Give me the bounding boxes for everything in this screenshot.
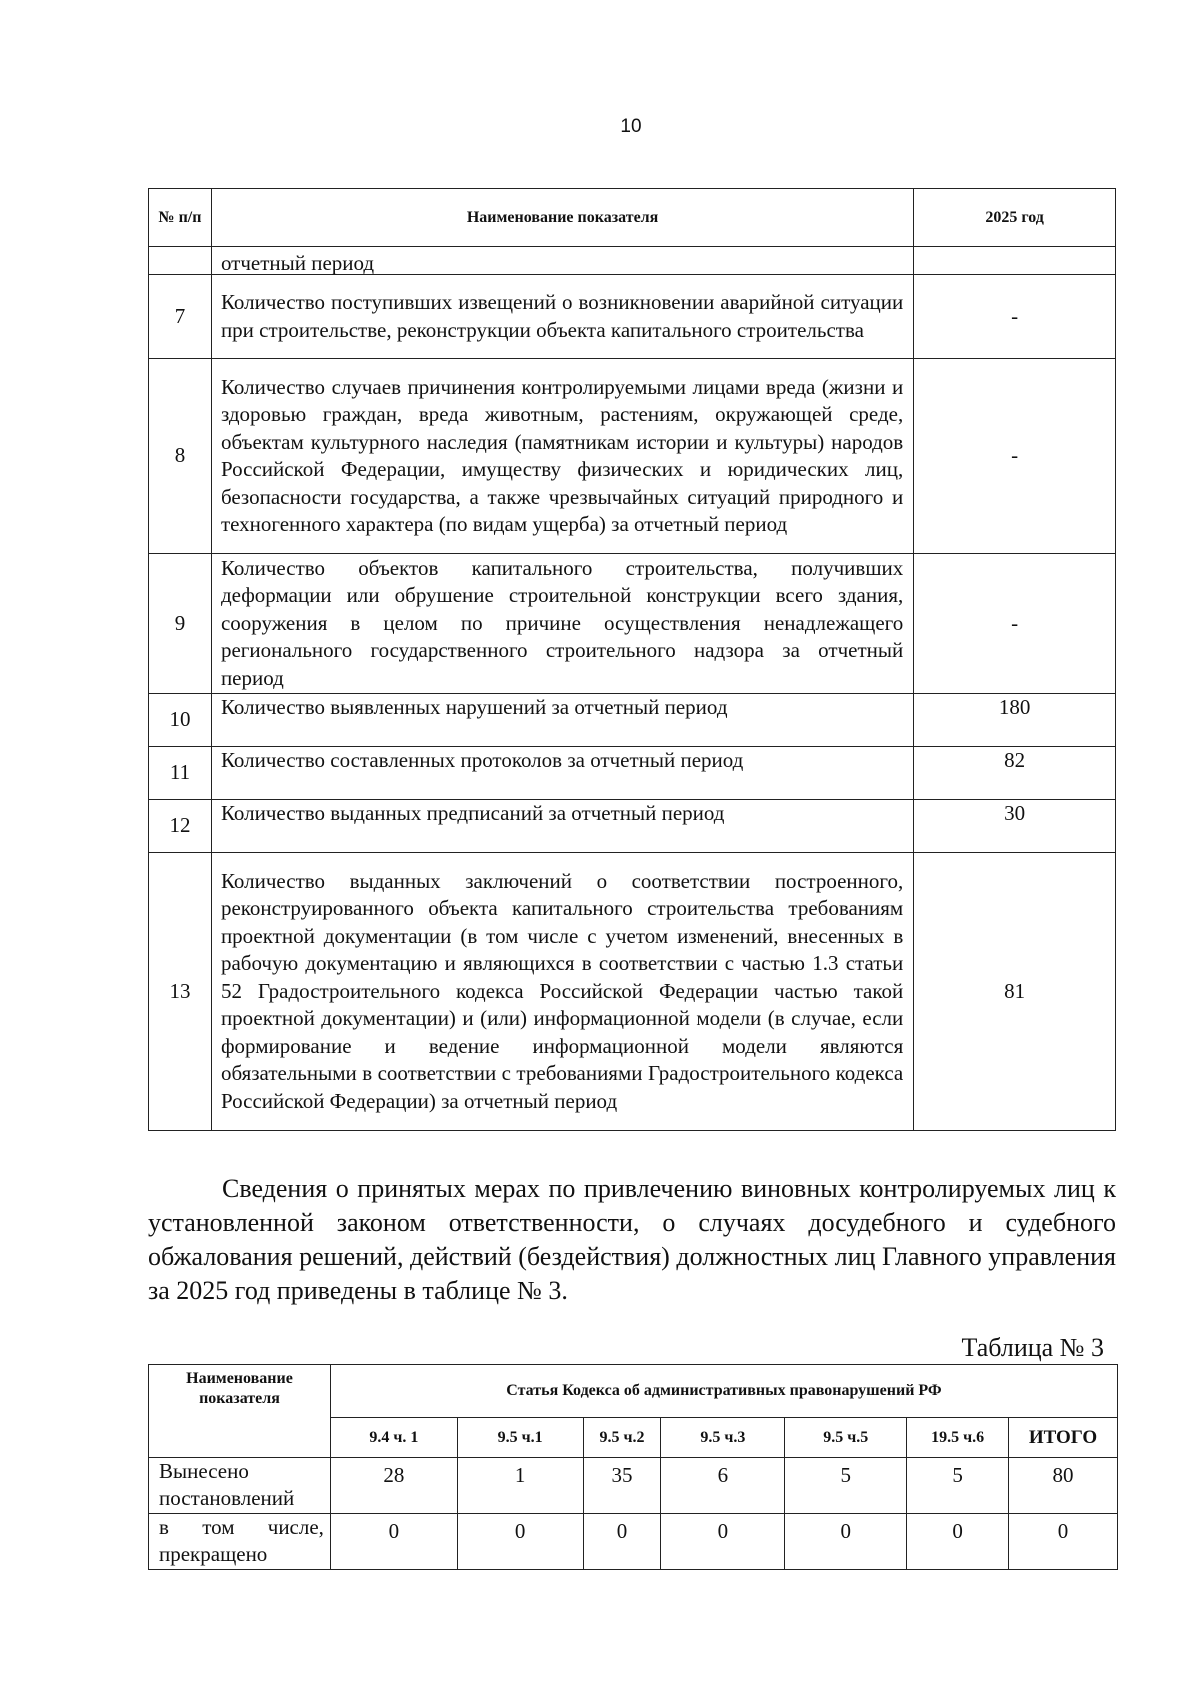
row-indicator-text: отчетный период [211,247,913,275]
row-value: 0 [661,1514,785,1570]
row-value: 0 [907,1514,1009,1570]
table-row [149,247,1116,275]
row-label: Вынесено постановлений [149,1458,331,1514]
row-indicator-text: Количество выданных заключений о соответствии построенного, реконструированного объекта капитального строительства требованиям проектной документации (в том числе с учетом изменений, внесенных в рабочую документацию и являющихся в соответствии с частью 1.3 статьи 52 Градостроительного кодекса Российской Федерации частью такой проектной документации) и (или) информационной модели (в случае, если формирование и ведение информационной модели являются обязательными в соответствии с требованиями Градостроительного кодекса Российской Федерации) за отчетный период [211,853,913,1131]
row-number: 7 [149,275,212,359]
row-indicator-text: Количество выданных предписаний за отчетный период [211,800,913,853]
row-value: 30 [914,800,1116,853]
row-value: 6 [661,1458,785,1514]
table-caption: Таблица № 3 [961,1333,1104,1362]
column-header-article-part: 9.5 ч.1 [457,1418,583,1458]
row-number: 11 [149,747,212,800]
page-number: 10 [620,116,642,137]
row-number: 12 [149,800,212,853]
table-row [149,694,1116,747]
column-header-article-part: 9.5 ч.2 [583,1418,661,1458]
row-value: 82 [914,747,1116,800]
row-value: 0 [1009,1514,1118,1570]
column-header-indicator: Наименование показателя [149,1365,331,1458]
row-value: 35 [583,1458,661,1514]
row-value: 28 [330,1458,457,1514]
row-value: 0 [785,1514,907,1570]
row-indicator-text: Количество выявленных нарушений за отчетный период [211,694,913,747]
row-value: 0 [457,1514,583,1570]
row-indicator-text: Количество поступивших извещений о возникновении аварийной ситуации при строительстве, реконструкции объекта капитального строительства [211,275,913,359]
table-row [149,359,1116,554]
column-header-article: Статья Кодекса об административных правонарушений РФ [330,1365,1117,1418]
row-value: - [914,554,1116,694]
column-header-article-part: 9.5 ч.3 [661,1418,785,1458]
table-row [149,1458,1118,1514]
column-header-total: ИТОГО [1009,1418,1118,1458]
row-label: в том числе, прекращено [149,1514,331,1570]
row-number: 9 [149,554,212,694]
row-value: - [914,275,1116,359]
table-row [149,800,1116,853]
table-row [149,275,1116,359]
measures-paragraph: Сведения о принятых мерах по привлечению виновных контролируемых лиц к установленной законом ответственности, о случаях досудебного и судебного обжалования решений, действий (бездействия) должностных лиц Главного управления за 2025 год приведены в таблице № 3. [148,1174,1116,1305]
column-header-indicator: Наименование показателя [211,189,913,247]
row-indicator-text: Количество случаев причинения контролируемыми лицами вреда (жизни и здоровью граждан, вреда животным, растениям, окружающей среде, объектам культурного наследия (памятникам истории и культуры) народов Российской Федерации, имуществу физических и юридических лиц, безопасности государства, а также чрезвычайных ситуаций природного и техногенного характера (по видам ущерба) за отчетный период [211,359,913,554]
row-number [149,247,212,275]
table-row [149,554,1116,694]
table-header-row [149,1365,1118,1418]
row-value: 180 [914,694,1116,747]
row-number: 8 [149,359,212,554]
table-row [149,853,1116,1131]
row-value: 5 [785,1458,907,1514]
violations-table [148,1364,1118,1570]
column-header-article-part: 19.5 ч.6 [907,1418,1009,1458]
row-value: 80 [1009,1458,1118,1514]
column-header-article-part: 9.5 ч.5 [785,1418,907,1458]
table-row [149,747,1116,800]
table-header-row [149,189,1116,247]
row-number: 13 [149,853,212,1131]
table-row [149,1514,1118,1570]
column-header-article-part: 9.4 ч. 1 [330,1418,457,1458]
row-number: 10 [149,694,212,747]
row-indicator-text: Количество объектов капитального строительства, получивших деформации или обрушение строительной конструкции всего здания, сооружения в целом по причине осуществления ненадлежащего регионального государственного строительного надзора за отчетный период [211,554,913,694]
row-value: - [914,359,1116,554]
row-value: 81 [914,853,1116,1131]
row-value: 0 [330,1514,457,1570]
column-header-number: № п/п [149,189,212,247]
column-header-year: 2025 год [914,189,1116,247]
row-indicator-text: Количество составленных протоколов за отчетный период [211,747,913,800]
row-value [914,247,1116,275]
indicators-table [148,188,1116,1131]
row-value: 1 [457,1458,583,1514]
row-value: 5 [907,1458,1009,1514]
row-value: 0 [583,1514,661,1570]
